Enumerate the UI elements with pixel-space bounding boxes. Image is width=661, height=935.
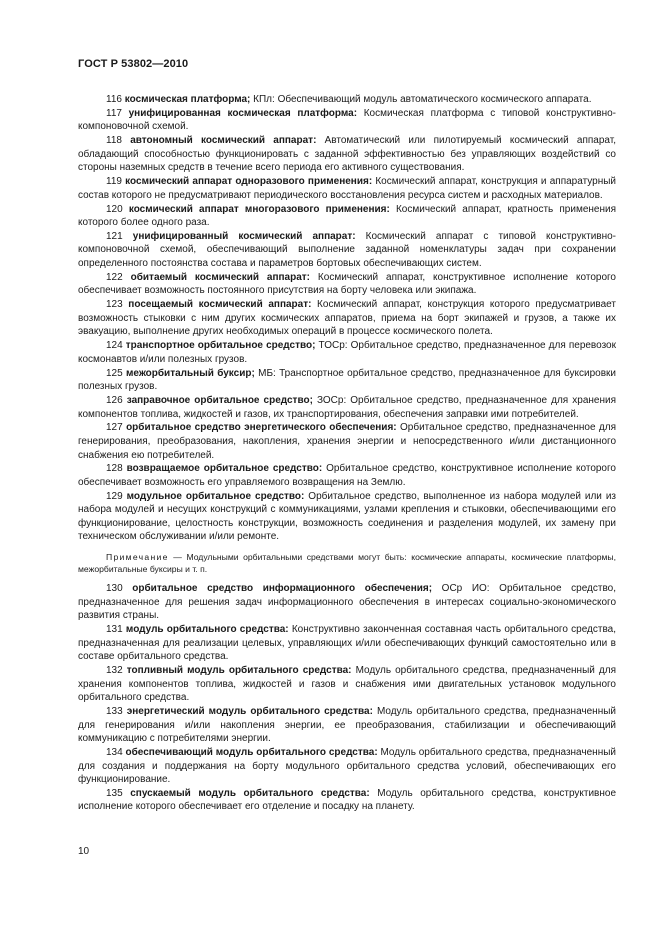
term-number: 122 [106, 271, 123, 283]
term-number: 118 [106, 135, 122, 147]
term-definition: Модуль орбитального средства, предназначенный для создания и поддержания на борту модульного орбитального средства условий, обеспечивающих его функционирование. [78, 746, 616, 786]
term-entry-121 [78, 230, 616, 271]
term-definition: ЗОСр: Орбитальное средство, предназначенное для хранения компонентов топлива, жидкостей и газов, их транспортирования, обеспечения заправки ими потребителей. [78, 394, 616, 420]
term-title: модульное орбитальное средство: [126, 490, 305, 502]
term-entry-116 [78, 93, 616, 107]
term-number: 132 [106, 664, 123, 676]
term-definition: Космический аппарат, конструкция которого предусматривает возможность стыковки с ним других космических аппаратов, приема на борт экипажей и грузов, а также их эвакуацию, выполнение других необходимых операций в процессе космического полета. [78, 299, 616, 338]
term-number: 126 [106, 394, 123, 406]
term-entry-129 [78, 490, 616, 544]
terms-list [78, 93, 616, 544]
term-number: 129 [106, 490, 123, 502]
term-title: унифицированная космическая платформа: [128, 107, 358, 119]
term-definition: Автоматический или пилотируемый космический аппарат, обладающий способностью функционировать с заданной эффективностью без управляющих воздействий со стороны наземных средств в течение всего периода его активного существования. [78, 135, 616, 174]
term-number: 117 [106, 107, 122, 119]
term-title: космический аппарат многоразового применения: [128, 203, 390, 215]
term-entry-132 [78, 664, 616, 705]
term-number: 133 [106, 705, 123, 717]
term-title: автономный космический аппарат: [130, 135, 317, 147]
term-definition: КПл: Обеспечивающий модуль автоматического космического аппарата. [250, 94, 592, 105]
note-text: — Модульными орбитальными средствами могут быть: космические аппараты, космические платформы, межорбитальные буксиры и т. п. [78, 552, 616, 575]
term-definition: МБ: Транспортное орбитальное средство, предназначенное для буксировки полезных грузов. [78, 367, 616, 393]
term-title: топливный модуль орбитального средства: [126, 664, 352, 676]
note-label: Примечание [106, 552, 169, 563]
terms-list-continued [78, 582, 616, 814]
term-entry-135 [78, 787, 616, 814]
term-title: орбитальное средство информационного обеспечения; [132, 583, 433, 595]
term-number: 116 [106, 94, 122, 105]
term-number: 130 [106, 583, 123, 595]
term-entry-122 [78, 271, 616, 298]
term-definition: ОСр ИО: Орбитальное средство, предназначенное для решения задач информационного обеспечения в интересах социально-экономического развития страны. [78, 583, 616, 622]
term-title: модуль орбитального средства: [125, 624, 289, 635]
term-definition: Космический аппарат, кратность применения которого более одного раза. [78, 203, 616, 229]
term-definition: Конструктивно законченная составная часть орбитального средства, предназначенная для реализации целевых, управляющих и/или обеспечивающих функций самостоятельно или в составе орбитального средства. [78, 624, 617, 663]
term-title: возвращаемое орбитальное средство: [126, 463, 323, 475]
term-title: энергетический модуль орбитального средства: [126, 705, 373, 717]
term-number: 121 [106, 230, 123, 242]
document-id-header: ГОСТ Р 53802—2010 [78, 58, 189, 70]
term-number: 127 [106, 422, 123, 434]
term-definition: Орбитальное средство, предназначенное для генерирования, преобразования, накопления, хранения энергии и непосредственного и/или дистанционного снабжения ею потребителей. [78, 422, 616, 461]
term-entry-134 [78, 746, 616, 787]
term-title: космическая платформа; [124, 94, 251, 105]
term-number: 124 [106, 340, 123, 352]
term-entry-130 [78, 582, 616, 623]
term-number: 119 [106, 176, 122, 188]
term-entry-125 [78, 367, 616, 394]
term-definition: Орбитальное средство, выполненное из набора модулей или из набора модулей и несущих конструкций с коммуникациями, узлами крепления и стыковки, обеспечивающими его функционирование, целостность конструкции, возможность соединения и разделения модулей, их замену при техническом обслуживании и/или ремонте. [78, 490, 616, 543]
term-title: заправочное орбитальное средство; [126, 394, 313, 406]
term-title: обеспечивающий модуль орбитального средства: [125, 746, 378, 758]
term-entry-124 [78, 339, 616, 366]
term-entry-131 [78, 623, 616, 664]
term-title: межорбитальный буксир; [126, 367, 255, 379]
term-number: 135 [106, 787, 123, 799]
term-number: 128 [106, 463, 123, 475]
term-title: обитаемый космический аппарат: [130, 271, 311, 283]
term-definition: Модуль орбитального средства, предназначенный для хранения компонентов топлива, жидкостей и газов и снабжения ими двигательных установок модульного орбитального средства. [78, 664, 617, 704]
term-entry-120 [78, 203, 616, 230]
term-title: унифицированный космический аппарат: [132, 230, 356, 242]
term-definition: ТОСр: Орбитальное средство, предназначенное для перевозок космонавтов и/или полезных грузов. [78, 340, 616, 365]
page-number: 10 [78, 846, 90, 857]
term-number: 134 [106, 746, 123, 758]
terms-content [78, 93, 616, 814]
term-entry-117 [78, 107, 616, 134]
term-definition: Космический аппарат с типовой конструктивно-компоновочной схемой, обеспечивающий выполнение заданной номенклатуры задач при сохранении определенного постоянства состава и параметров бортовых обеспечивающих систем. [78, 230, 617, 270]
term-definition: Орбитальное средство, конструктивное исполнение которого обеспечивает возможность его управляемого возвращения на Землю. [78, 463, 616, 488]
term-number: 125 [106, 367, 123, 379]
term-entry-126 [78, 394, 616, 421]
term-definition: Космическая платформа с типовой конструктивно-компоновочной схемой. [78, 107, 617, 133]
term-title: посещаемый космический аппарат: [128, 299, 312, 311]
term-entry-133 [78, 705, 616, 746]
term-entry-118 [78, 134, 616, 175]
term-number: 120 [106, 203, 123, 215]
term-entry-123 [78, 298, 616, 339]
term-definition: Космический аппарат, конструкция и аппаратурный состав которого не предусматривают периодического восстановления ресурса систем и расходных материалов. [78, 176, 617, 201]
term-entry-127 [78, 421, 616, 462]
term-title: орбитальное средство энергетического обеспечения: [126, 422, 397, 434]
term-entry-119 [78, 175, 616, 202]
term-title: спускаемый модуль орбитального средства: [130, 787, 370, 799]
note-paragraph [78, 551, 616, 575]
term-entry-128 [78, 462, 616, 489]
term-definition: Модуль орбитального средства, предназначенный для генерирования и/или накопления энергии, ее преобразования, стабилизации и обеспечивающий коммуникацию с потребителями энергии. [78, 705, 616, 745]
term-title: космический аппарат одноразового применения: [125, 176, 373, 188]
term-number: 131 [106, 624, 123, 635]
term-title: транспортное орбитальное средство; [125, 340, 316, 352]
term-number: 123 [106, 299, 123, 311]
term-definition: Модуль орбитального средства, конструктивное исполнение которого обеспечивает его отделение и посадку на планету. [78, 787, 617, 813]
term-definition: Космический аппарат, конструктивное исполнение которого обеспечивает возможность постоянного присутствия на борту человека или экипажа. [78, 271, 616, 297]
